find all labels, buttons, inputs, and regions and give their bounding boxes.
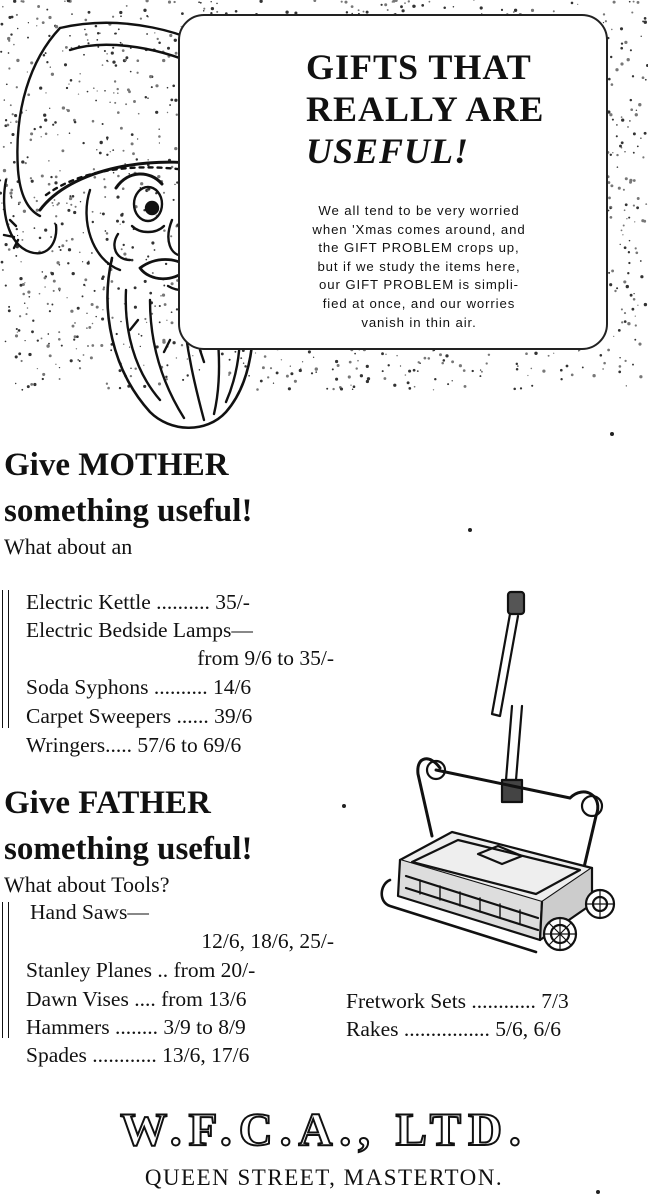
- banner-body-line: our GIFT PROBLEM is simpli-: [319, 277, 519, 293]
- banner-body: [268, 202, 570, 332]
- list-bracket: [2, 590, 9, 728]
- gift-item: Fretwork Sets ............ 7/3: [346, 989, 569, 1013]
- banner-body-line: when 'Xmas comes around, and: [312, 221, 526, 237]
- mother-heading: Give MOTHER: [4, 447, 229, 483]
- banner-body-line: the GIFT PROBLEM crops up,: [318, 240, 520, 256]
- banner-title-line: REALLY ARE: [306, 89, 545, 129]
- banner-title-line: GIFTS THAT: [306, 47, 532, 87]
- gift-item: Stanley Planes .. from 20/-: [26, 958, 256, 982]
- gift-item: Dawn Vises .... from 13/6: [26, 987, 247, 1011]
- gift-item: Carpet Sweepers ...... 39/6: [26, 704, 253, 728]
- gift-item: Spades ............ 13/6, 17/6: [26, 1043, 250, 1067]
- gift-item: Hand Saws—: [30, 900, 149, 924]
- print-speck: [596, 1190, 600, 1194]
- gift-item: Electric Kettle .......... 35/-: [26, 590, 250, 614]
- gift-item: Hammers ........ 3/9 to 8/9: [26, 1015, 246, 1039]
- gift-item: Electric Bedside Lamps—: [26, 618, 253, 642]
- banner-body-line: vanish in thin air.: [361, 314, 477, 330]
- company-address: QUEEN STREET, MASTERTON.: [144, 1165, 504, 1190]
- banner-title: [306, 46, 556, 172]
- father-heading: Give FATHER: [4, 785, 211, 821]
- father-subheading: something useful!: [4, 831, 253, 867]
- gift-item-price: from 9/6 to 35/-: [197, 646, 334, 670]
- banner-body-line: fied at once, and our worries: [322, 295, 516, 311]
- banner-body-line: but if we study the items here,: [317, 258, 521, 274]
- gift-item: Wringers..... 57/6 to 69/6: [26, 733, 242, 757]
- speech-bubble: [178, 14, 608, 350]
- mother-intro: What about an: [4, 534, 133, 559]
- mother-subheading: something useful!: [4, 493, 253, 529]
- gift-item: Soda Syphons .......... 14/6: [26, 675, 252, 699]
- father-intro: What about Tools?: [4, 872, 170, 897]
- list-bracket: [2, 902, 9, 1038]
- banner-body-line: We all tend to be very worried: [318, 203, 520, 218]
- print-speck: [468, 528, 472, 532]
- print-speck: [342, 804, 346, 808]
- banner-title-line: USEFUL!: [306, 131, 470, 171]
- gift-item-price: 12/6, 18/6, 25/-: [201, 929, 334, 953]
- print-speck: [610, 432, 614, 436]
- gift-item: Rakes ................ 5/6, 6/6: [346, 1017, 561, 1041]
- carpet-sweeper-illustration: [360, 584, 630, 964]
- company-name: W.F.C.A., LTD.: [120, 1104, 528, 1156]
